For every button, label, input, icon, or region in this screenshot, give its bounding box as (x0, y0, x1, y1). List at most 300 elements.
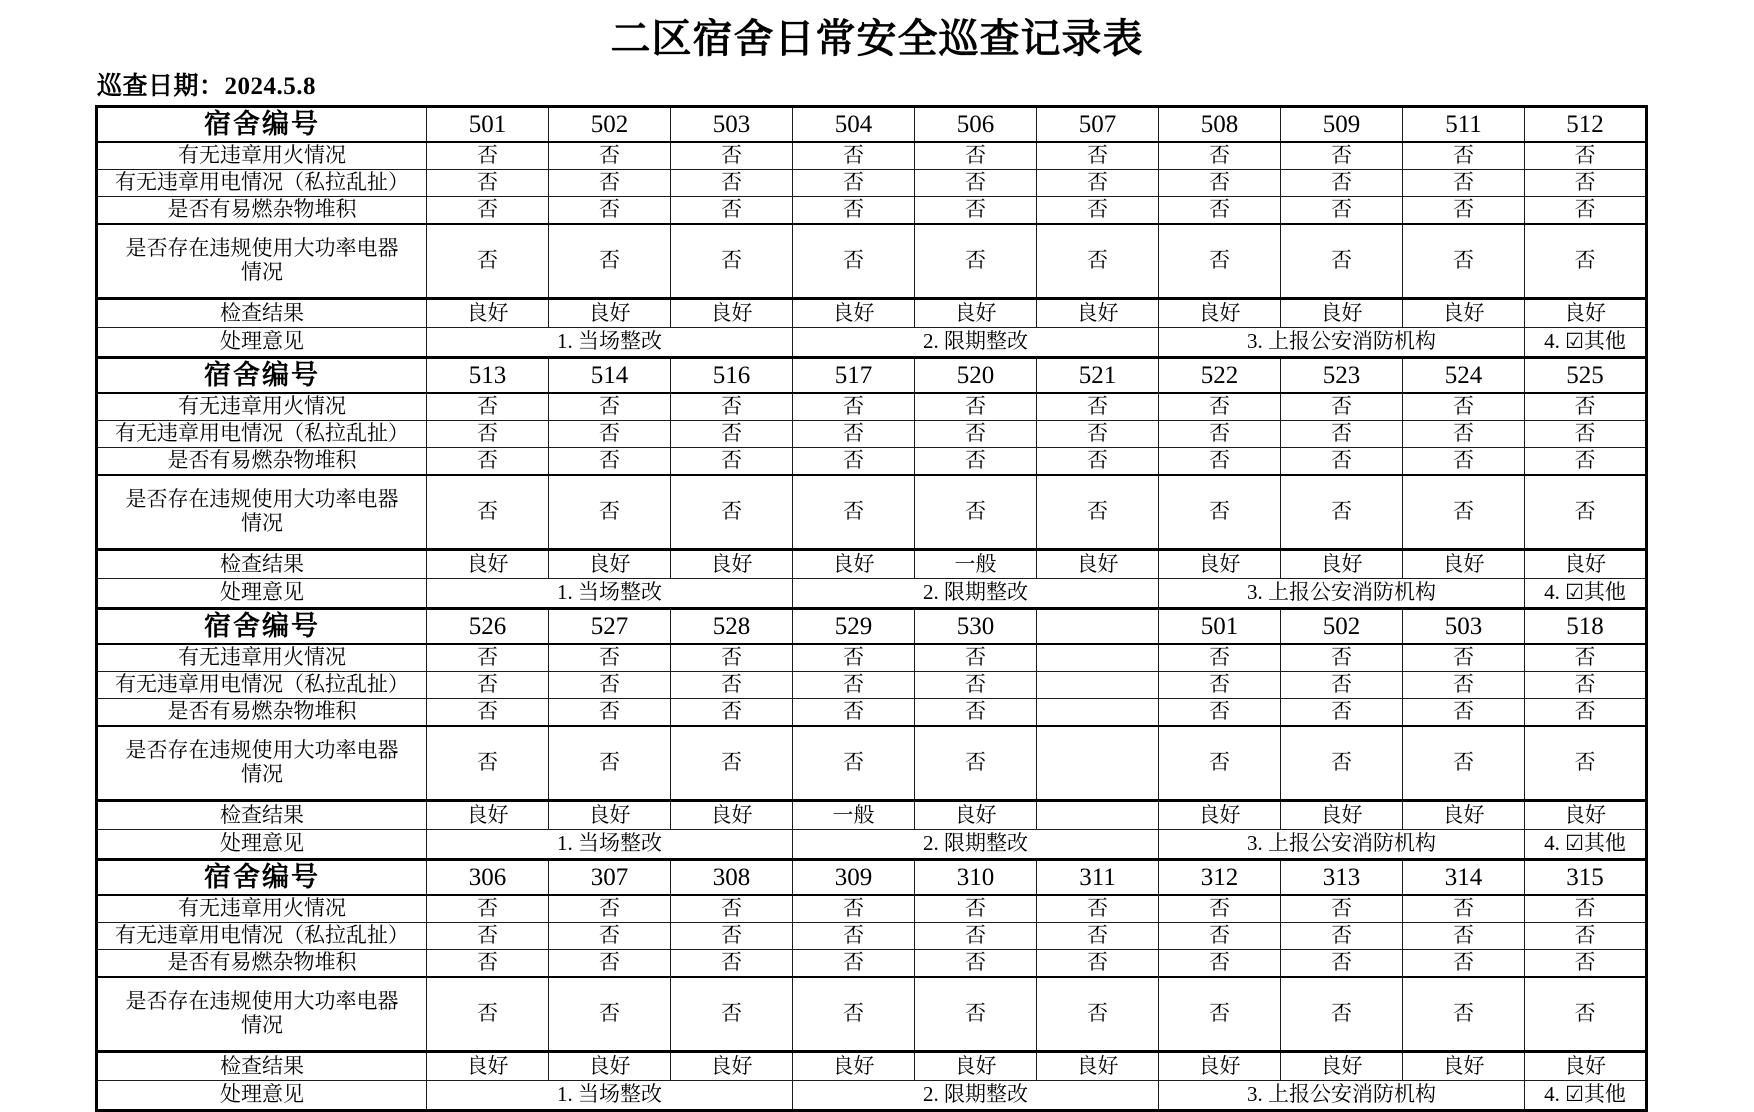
electric-value-cell: 否 (1037, 923, 1159, 950)
room-number-cell: 313 (1281, 860, 1403, 896)
electric-value-cell: 否 (1281, 421, 1403, 448)
debris-value-cell: 否 (549, 448, 671, 476)
room-number-cell: 527 (549, 609, 671, 645)
appliance-value-cell: 否 (549, 726, 671, 801)
debris-value-cell: 否 (1281, 197, 1403, 225)
result-value-cell: 良好 (1525, 801, 1647, 830)
result-value-cell: 良好 (793, 1052, 915, 1081)
room-number-cell: 523 (1281, 358, 1403, 394)
result-value-cell: 良好 (793, 550, 915, 579)
electric-value-cell: 否 (1403, 421, 1525, 448)
room-number-cell: 521 (1037, 358, 1159, 394)
fire-value-cell: 否 (1037, 895, 1159, 923)
electric-row (97, 421, 1647, 448)
debris-value-cell: 否 (793, 448, 915, 476)
room-number-cell: 526 (427, 609, 549, 645)
room-number-cell: 517 (793, 358, 915, 394)
opinion-option-cell: 2. 限期整改 (793, 328, 1159, 358)
row-label-room: 宿舍编号 (97, 860, 427, 896)
room-number-cell: 518 (1525, 609, 1647, 645)
appliance-value-cell: 否 (1037, 977, 1159, 1052)
appliance-value-cell: 否 (1525, 475, 1647, 550)
room-number-cell: 310 (915, 860, 1037, 896)
electric-row (97, 672, 1647, 699)
debris-value-cell: 否 (549, 950, 671, 978)
result-value-cell: 良好 (1037, 1052, 1159, 1081)
result-value-cell: 良好 (1403, 299, 1525, 328)
electric-value-cell: 否 (427, 421, 549, 448)
appliance-value-cell: 否 (1281, 224, 1403, 299)
room-number-cell: 315 (1525, 860, 1647, 896)
result-value-cell: 良好 (549, 801, 671, 830)
opinion-option-cell: 4. ☑其他 (1525, 830, 1647, 860)
fire-value-cell: 否 (1281, 393, 1403, 421)
electric-value-cell: 否 (1037, 170, 1159, 197)
row-label-debris: 是否有易燃杂物堆积 (97, 197, 427, 225)
room-number-cell: 506 (915, 107, 1037, 143)
opinion-row (97, 1081, 1647, 1111)
fire-value-cell: 否 (1525, 895, 1647, 923)
appliance-value-cell: 否 (915, 726, 1037, 801)
result-value-cell: 良好 (1037, 550, 1159, 579)
result-row (97, 801, 1647, 830)
debris-value-cell: 否 (1159, 950, 1281, 978)
electric-value-cell: 否 (793, 170, 915, 197)
debris-row (97, 950, 1647, 978)
debris-value-cell: 否 (1281, 950, 1403, 978)
debris-value-cell: 否 (1281, 699, 1403, 727)
debris-value-cell: 否 (1403, 950, 1525, 978)
electric-value-cell: 否 (1403, 672, 1525, 699)
room-number-cell: 503 (671, 107, 793, 143)
fire-value-cell: 否 (793, 393, 915, 421)
result-row (97, 299, 1647, 328)
debris-value-cell: 否 (671, 448, 793, 476)
room-number-cell: 308 (671, 860, 793, 896)
room-number-cell: 525 (1525, 358, 1647, 394)
room-number-cell: 522 (1159, 358, 1281, 394)
electric-value-cell: 否 (793, 421, 915, 448)
debris-row (97, 448, 1647, 476)
row-label-electric: 有无违章用电情况（私拉乱扯） (97, 170, 427, 197)
fire-value-cell: 否 (427, 644, 549, 672)
debris-value-cell: 否 (915, 197, 1037, 225)
document-title: 二区宿舍日常安全巡查记录表 (610, 17, 1144, 61)
fire-value-cell: 否 (915, 142, 1037, 170)
fire-value-cell: 否 (1525, 644, 1647, 672)
opinion-option-cell: 2. 限期整改 (793, 1081, 1159, 1111)
electric-value-cell: 否 (1159, 170, 1281, 197)
appliance-value-cell: 否 (1525, 726, 1647, 801)
result-value-cell: 良好 (427, 550, 549, 579)
result-value-cell: 良好 (427, 1052, 549, 1081)
opinion-option-cell: 1. 当场整改 (427, 328, 793, 358)
debris-value-cell: 否 (1525, 950, 1647, 978)
debris-value-cell: 否 (1403, 197, 1525, 225)
appliance-value-cell: 否 (1403, 475, 1525, 550)
result-value-cell: 良好 (427, 299, 549, 328)
opinion-option-cell: 3. 上报公安消防机构 (1159, 579, 1525, 609)
electric-value-cell: 否 (1525, 170, 1647, 197)
room-number-cell: 508 (1159, 107, 1281, 143)
result-value-cell: 良好 (671, 299, 793, 328)
appliance-value-cell: 否 (427, 224, 549, 299)
fire-value-cell: 否 (1037, 142, 1159, 170)
debris-value-cell: 否 (671, 699, 793, 727)
electric-value-cell: 否 (549, 170, 671, 197)
electric-value-cell: 否 (1281, 672, 1403, 699)
fire-value-cell: 否 (1403, 644, 1525, 672)
opinion-option-cell: 2. 限期整改 (793, 830, 1159, 860)
room-number-cell: 502 (1281, 609, 1403, 645)
fire-value-cell: 否 (427, 142, 549, 170)
appliance-value-cell: 否 (671, 224, 793, 299)
electric-value-cell: 否 (671, 923, 793, 950)
electric-value-cell: 否 (1159, 923, 1281, 950)
fire-value-cell: 否 (793, 142, 915, 170)
room-number-cell: 501 (1159, 609, 1281, 645)
room-number-row (97, 609, 1647, 645)
appliance-row (97, 224, 1647, 299)
fire-value-cell (1037, 644, 1159, 672)
debris-value-cell: 否 (427, 699, 549, 727)
fire-value-cell: 否 (1281, 895, 1403, 923)
row-label-result: 检查结果 (97, 801, 427, 830)
appliance-value-cell: 否 (427, 726, 549, 801)
debris-value-cell: 否 (793, 699, 915, 727)
room-number-cell: 524 (1403, 358, 1525, 394)
appliance-value-cell: 否 (1159, 475, 1281, 550)
appliance-value-cell: 否 (1159, 977, 1281, 1052)
result-value-cell (1037, 801, 1159, 830)
room-number-cell: 306 (427, 860, 549, 896)
fire-value-cell: 否 (549, 895, 671, 923)
result-value-cell: 良好 (427, 801, 549, 830)
electric-value-cell: 否 (1525, 672, 1647, 699)
fire-value-cell: 否 (549, 393, 671, 421)
fire-value-cell: 否 (671, 393, 793, 421)
appliance-value-cell: 否 (1037, 224, 1159, 299)
fire-value-cell: 否 (793, 644, 915, 672)
fire-value-cell: 否 (671, 142, 793, 170)
appliance-value-cell: 否 (1159, 224, 1281, 299)
room-number-cell: 513 (427, 358, 549, 394)
debris-row (97, 197, 1647, 225)
fire-value-cell: 否 (1037, 393, 1159, 421)
appliance-value-cell (1037, 726, 1159, 801)
debris-value-cell: 否 (1403, 699, 1525, 727)
opinion-option-cell: 3. 上报公安消防机构 (1159, 830, 1525, 860)
fire-value-cell: 否 (427, 393, 549, 421)
fire-value-cell: 否 (1403, 393, 1525, 421)
opinion-option-cell: 1. 当场整改 (427, 1081, 793, 1111)
result-value-cell: 良好 (1159, 299, 1281, 328)
room-number-cell: 312 (1159, 860, 1281, 896)
appliance-value-cell: 否 (1281, 475, 1403, 550)
appliance-value-cell: 否 (915, 224, 1037, 299)
electric-value-cell: 否 (549, 421, 671, 448)
debris-value-cell: 否 (1525, 197, 1647, 225)
result-value-cell: 良好 (1037, 299, 1159, 328)
result-value-cell: 良好 (549, 1052, 671, 1081)
appliance-value-cell: 否 (427, 977, 549, 1052)
room-number-cell: 501 (427, 107, 549, 143)
electric-row (97, 923, 1647, 950)
opinion-option-cell: 4. ☑其他 (1525, 1081, 1647, 1111)
room-number-row (97, 860, 1647, 896)
appliance-value-cell: 否 (1281, 726, 1403, 801)
electric-value-cell: 否 (427, 923, 549, 950)
appliance-row (97, 475, 1647, 550)
result-value-cell: 良好 (1525, 1052, 1647, 1081)
row-label-electric: 有无违章用电情况（私拉乱扯） (97, 421, 427, 448)
appliance-value-cell: 否 (1159, 726, 1281, 801)
debris-value-cell: 否 (1159, 699, 1281, 727)
opinion-option-cell: 2. 限期整改 (793, 579, 1159, 609)
row-label-debris: 是否有易燃杂物堆积 (97, 699, 427, 727)
inspection-date: 巡查日期：2024.5.8 (97, 73, 317, 100)
electric-value-cell: 否 (915, 672, 1037, 699)
debris-value-cell: 否 (1281, 448, 1403, 476)
appliance-value-cell: 否 (1281, 977, 1403, 1052)
row-label-opinion: 处理意见 (97, 830, 427, 860)
fire-value-cell: 否 (1403, 142, 1525, 170)
fire-value-cell: 否 (427, 895, 549, 923)
electric-value-cell: 否 (793, 672, 915, 699)
room-number-cell: 509 (1281, 107, 1403, 143)
opinion-option-cell: 3. 上报公安消防机构 (1159, 328, 1525, 358)
result-value-cell: 良好 (1159, 801, 1281, 830)
result-value-cell: 良好 (1159, 1052, 1281, 1081)
room-number-cell: 309 (793, 860, 915, 896)
appliance-value-cell: 否 (793, 726, 915, 801)
debris-value-cell: 否 (671, 197, 793, 225)
debris-value-cell: 否 (1525, 448, 1647, 476)
row-label-room: 宿舍编号 (97, 358, 427, 394)
debris-value-cell: 否 (1037, 950, 1159, 978)
appliance-value-cell: 否 (915, 475, 1037, 550)
debris-value-cell: 否 (915, 448, 1037, 476)
appliance-value-cell: 否 (1037, 475, 1159, 550)
row-label-electric: 有无违章用电情况（私拉乱扯） (97, 923, 427, 950)
result-value-cell: 良好 (793, 299, 915, 328)
electric-value-cell: 否 (1159, 421, 1281, 448)
opinion-option-cell: 4. ☑其他 (1525, 579, 1647, 609)
debris-row (97, 699, 1647, 727)
result-value-cell: 良好 (1281, 299, 1403, 328)
fire-value-cell: 否 (549, 142, 671, 170)
appliance-value-cell: 否 (549, 475, 671, 550)
electric-value-cell: 否 (915, 170, 1037, 197)
electric-value-cell: 否 (671, 421, 793, 448)
row-label-opinion: 处理意见 (97, 1081, 427, 1111)
fire-value-cell: 否 (1159, 142, 1281, 170)
fire-value-cell: 否 (793, 895, 915, 923)
result-value-cell: 良好 (1281, 801, 1403, 830)
debris-value-cell: 否 (915, 699, 1037, 727)
appliance-value-cell: 否 (793, 475, 915, 550)
result-value-cell: 良好 (671, 801, 793, 830)
room-number-cell: 529 (793, 609, 915, 645)
row-label-electric: 有无违章用电情况（私拉乱扯） (97, 672, 427, 699)
row-label-fire: 有无违章用火情况 (97, 895, 427, 923)
appliance-value-cell: 否 (793, 977, 915, 1052)
room-number-cell: 530 (915, 609, 1037, 645)
electric-value-cell: 否 (1525, 421, 1647, 448)
row-label-appliance: 是否存在违规使用大功率电器 情况 (97, 726, 427, 801)
fire-value-cell: 否 (915, 393, 1037, 421)
room-number-row (97, 107, 1647, 143)
result-value-cell: 良好 (1403, 550, 1525, 579)
opinion-option-cell: 1. 当场整改 (427, 579, 793, 609)
row-label-result: 检查结果 (97, 299, 427, 328)
opinion-row (97, 830, 1647, 860)
fire-value-cell: 否 (671, 644, 793, 672)
row-label-debris: 是否有易燃杂物堆积 (97, 950, 427, 978)
room-number-cell: 314 (1403, 860, 1525, 896)
electric-value-cell: 否 (1037, 421, 1159, 448)
fire-value-cell: 否 (1525, 393, 1647, 421)
fire-value-cell: 否 (671, 895, 793, 923)
appliance-value-cell: 否 (1403, 224, 1525, 299)
appliance-value-cell: 否 (1525, 977, 1647, 1052)
fire-value-cell: 否 (1281, 142, 1403, 170)
electric-value-cell: 否 (1159, 672, 1281, 699)
electric-value-cell: 否 (915, 923, 1037, 950)
room-number-cell: 520 (915, 358, 1037, 394)
result-value-cell: 良好 (1281, 550, 1403, 579)
row-label-fire: 有无违章用火情况 (97, 393, 427, 421)
appliance-value-cell: 否 (549, 977, 671, 1052)
appliance-value-cell: 否 (549, 224, 671, 299)
result-value-cell: 良好 (915, 1052, 1037, 1081)
inspection-table (95, 105, 1648, 1112)
row-label-appliance: 是否存在违规使用大功率电器 情况 (97, 475, 427, 550)
electric-value-cell: 否 (1281, 923, 1403, 950)
electric-value-cell: 否 (1525, 923, 1647, 950)
opinion-option-cell: 3. 上报公安消防机构 (1159, 1081, 1525, 1111)
debris-value-cell: 否 (793, 197, 915, 225)
appliance-value-cell: 否 (915, 977, 1037, 1052)
fire-row (97, 895, 1647, 923)
electric-value-cell: 否 (1281, 170, 1403, 197)
electric-value-cell: 否 (549, 923, 671, 950)
row-label-fire: 有无违章用火情况 (97, 142, 427, 170)
appliance-value-cell: 否 (793, 224, 915, 299)
room-number-cell: 511 (1403, 107, 1525, 143)
room-number-cell: 514 (549, 358, 671, 394)
result-value-cell: 良好 (549, 299, 671, 328)
result-value-cell: 良好 (915, 299, 1037, 328)
fire-value-cell: 否 (1159, 644, 1281, 672)
debris-value-cell: 否 (1037, 448, 1159, 476)
room-number-cell: 507 (1037, 107, 1159, 143)
electric-value-cell: 否 (1403, 923, 1525, 950)
appliance-value-cell: 否 (427, 475, 549, 550)
appliance-row (97, 977, 1647, 1052)
appliance-value-cell: 否 (1403, 977, 1525, 1052)
result-row (97, 1052, 1647, 1081)
result-value-cell: 良好 (915, 801, 1037, 830)
appliance-value-cell: 否 (1403, 726, 1525, 801)
room-number-cell: 503 (1403, 609, 1525, 645)
electric-value-cell: 否 (915, 421, 1037, 448)
fire-row (97, 644, 1647, 672)
room-number-cell: 528 (671, 609, 793, 645)
result-value-cell: 良好 (671, 550, 793, 579)
fire-value-cell: 否 (915, 644, 1037, 672)
room-number-row (97, 358, 1647, 394)
fire-value-cell: 否 (1159, 895, 1281, 923)
appliance-value-cell: 否 (671, 726, 793, 801)
electric-value-cell (1037, 672, 1159, 699)
debris-value-cell (1037, 699, 1159, 727)
row-label-debris: 是否有易燃杂物堆积 (97, 448, 427, 476)
result-row (97, 550, 1647, 579)
debris-value-cell: 否 (1159, 448, 1281, 476)
fire-value-cell: 否 (549, 644, 671, 672)
debris-value-cell: 否 (671, 950, 793, 978)
debris-value-cell: 否 (793, 950, 915, 978)
electric-value-cell: 否 (671, 672, 793, 699)
fire-value-cell: 否 (915, 895, 1037, 923)
row-label-room: 宿舍编号 (97, 107, 427, 143)
room-number-cell: 311 (1037, 860, 1159, 896)
electric-row (97, 170, 1647, 197)
electric-value-cell: 否 (427, 170, 549, 197)
result-value-cell: 良好 (1525, 550, 1647, 579)
electric-value-cell: 否 (427, 672, 549, 699)
debris-value-cell: 否 (1037, 197, 1159, 225)
row-label-appliance: 是否存在违规使用大功率电器 情况 (97, 977, 427, 1052)
appliance-value-cell: 否 (671, 977, 793, 1052)
electric-value-cell: 否 (549, 672, 671, 699)
row-label-opinion: 处理意见 (97, 579, 427, 609)
room-number-cell (1037, 609, 1159, 645)
result-value-cell: 良好 (1281, 1052, 1403, 1081)
fire-row (97, 142, 1647, 170)
fire-value-cell: 否 (1403, 895, 1525, 923)
appliance-value-cell: 否 (1525, 224, 1647, 299)
result-value-cell: 良好 (1159, 550, 1281, 579)
room-number-cell: 504 (793, 107, 915, 143)
opinion-row (97, 328, 1647, 358)
row-label-appliance: 是否存在违规使用大功率电器 情况 (97, 224, 427, 299)
result-value-cell: 一般 (915, 550, 1037, 579)
room-number-cell: 512 (1525, 107, 1647, 143)
appliance-value-cell: 否 (671, 475, 793, 550)
room-number-cell: 502 (549, 107, 671, 143)
debris-value-cell: 否 (915, 950, 1037, 978)
opinion-option-cell: 1. 当场整改 (427, 830, 793, 860)
debris-value-cell: 否 (1159, 197, 1281, 225)
appliance-row (97, 726, 1647, 801)
electric-value-cell: 否 (793, 923, 915, 950)
row-label-room: 宿舍编号 (97, 609, 427, 645)
room-number-cell: 307 (549, 860, 671, 896)
result-value-cell: 良好 (1525, 299, 1647, 328)
fire-value-cell: 否 (1281, 644, 1403, 672)
result-value-cell: 一般 (793, 801, 915, 830)
debris-value-cell: 否 (427, 448, 549, 476)
fire-row (97, 393, 1647, 421)
debris-value-cell: 否 (549, 699, 671, 727)
opinion-row (97, 579, 1647, 609)
result-value-cell: 良好 (549, 550, 671, 579)
row-label-result: 检查结果 (97, 1052, 427, 1081)
electric-value-cell: 否 (671, 170, 793, 197)
row-label-fire: 有无违章用火情况 (97, 644, 427, 672)
